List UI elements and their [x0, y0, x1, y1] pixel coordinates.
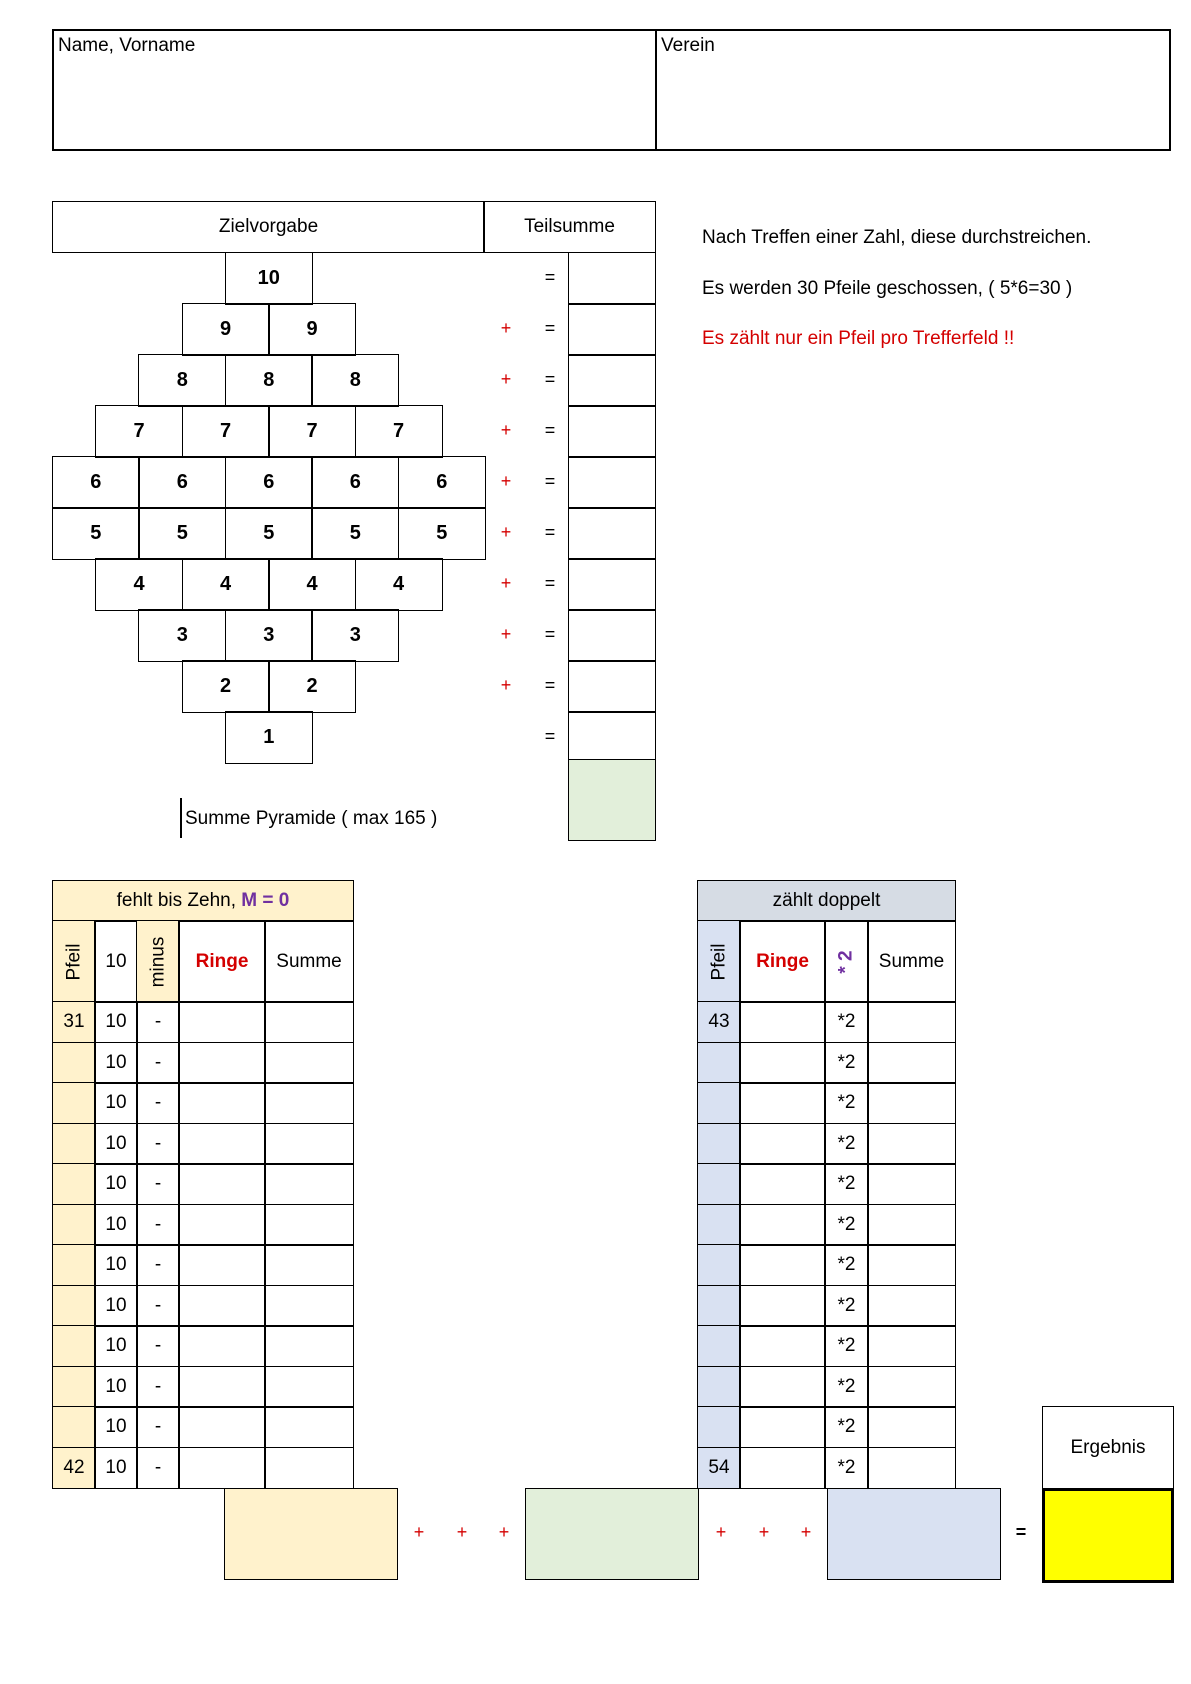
- ringe-input[interactable]: [739, 1244, 826, 1286]
- factor-value: *2: [824, 1325, 869, 1367]
- arrow-number: [52, 1366, 96, 1408]
- ringe-input[interactable]: [178, 1447, 266, 1489]
- arrow-number: [697, 1325, 741, 1367]
- pyramid-cell[interactable]: 7: [355, 405, 443, 458]
- minus-value: -: [136, 1123, 180, 1165]
- summe-input[interactable]: [264, 1325, 354, 1367]
- summe-input[interactable]: [867, 1285, 956, 1327]
- ringe-input[interactable]: [178, 1366, 266, 1408]
- ten-value: 10: [94, 1447, 138, 1489]
- pyramid-cell[interactable]: 7: [268, 405, 356, 458]
- ringe-input[interactable]: [178, 1001, 266, 1043]
- result-label: Ergebnis: [1042, 1406, 1174, 1490]
- summe-input[interactable]: [264, 1204, 354, 1246]
- summe-input[interactable]: [867, 1001, 956, 1043]
- ten-value: 10: [94, 1163, 138, 1205]
- arrow-number: [52, 1163, 96, 1205]
- ringe-input[interactable]: [739, 1406, 826, 1448]
- plus-sign-6: +: [800, 1522, 812, 1542]
- ringe-input[interactable]: [739, 1123, 826, 1165]
- result-field[interactable]: [1042, 1488, 1174, 1583]
- ringe-input[interactable]: [178, 1204, 266, 1246]
- row-plus-sign: +: [500, 471, 512, 491]
- factor-value: *2: [824, 1285, 869, 1327]
- arrow-number: 43: [697, 1001, 741, 1043]
- partial-sum-field[interactable]: [568, 507, 656, 560]
- ten-value: 10: [94, 1244, 138, 1286]
- ringe-input[interactable]: [739, 1325, 826, 1367]
- pyramid-cell[interactable]: 4: [355, 558, 443, 611]
- name-field[interactable]: [52, 29, 657, 151]
- ringe-input[interactable]: [739, 1082, 826, 1124]
- minus-value: -: [136, 1285, 180, 1327]
- ringe-input[interactable]: [178, 1244, 266, 1286]
- pyramid-cell[interactable]: 5: [311, 507, 399, 560]
- pyramid-sum-divider: [180, 798, 182, 838]
- pyramid-cell[interactable]: 8: [311, 354, 399, 407]
- right-table-title: zählt doppelt: [697, 880, 956, 922]
- partial-sum-field[interactable]: [568, 303, 656, 356]
- ringe-input[interactable]: [739, 1204, 826, 1246]
- left-title-text: fehlt bis Zehn,: [116, 890, 242, 911]
- minus-value: -: [136, 1325, 180, 1367]
- summe-input[interactable]: [264, 1163, 354, 1205]
- ringe-input[interactable]: [178, 1163, 266, 1205]
- ten-header: 10: [94, 920, 138, 1003]
- ringe-input[interactable]: [178, 1042, 266, 1084]
- equals-sign: =: [1015, 1522, 1027, 1542]
- factor-value: *2: [824, 1123, 869, 1165]
- pyramid-cell[interactable]: 6: [311, 456, 399, 509]
- arrow-number: [697, 1406, 741, 1448]
- summe-input[interactable]: [264, 1042, 354, 1084]
- left-total-field[interactable]: [224, 1488, 398, 1580]
- ten-value: 10: [94, 1001, 138, 1043]
- row-plus-sign: +: [500, 318, 512, 338]
- row-equals-sign: =: [544, 420, 556, 440]
- row-equals-sign: =: [544, 726, 556, 746]
- arrow-number: [697, 1366, 741, 1408]
- summe-input[interactable]: [867, 1447, 956, 1489]
- summe-input[interactable]: [264, 1285, 354, 1327]
- pyramid-cell[interactable]: 7: [95, 405, 183, 458]
- partial-sum-field[interactable]: [568, 456, 656, 509]
- pfeil-header: [697, 920, 741, 1003]
- factor-value: *2: [824, 1204, 869, 1246]
- ringe-input[interactable]: [739, 1163, 826, 1205]
- row-equals-sign: =: [544, 369, 556, 389]
- minus-value: -: [136, 1406, 180, 1448]
- partial-sum-field[interactable]: [568, 711, 656, 764]
- pyramid-cell[interactable]: 7: [182, 405, 270, 458]
- summe-input[interactable]: [867, 1163, 956, 1205]
- arrow-number: [52, 1244, 96, 1286]
- pyramid-sum-label: Summe Pyramide ( max 165 ): [185, 808, 438, 829]
- arrow-number: [52, 1123, 96, 1165]
- partial-sum-field[interactable]: [568, 558, 656, 611]
- factor-value: *2: [824, 1082, 869, 1124]
- arrow-number: [697, 1123, 741, 1165]
- club-label: Verein: [661, 35, 715, 56]
- ringe-input[interactable]: [178, 1123, 266, 1165]
- row-equals-sign: =: [544, 675, 556, 695]
- pyramid-cell[interactable]: 9: [268, 303, 356, 356]
- minus-value: -: [136, 1001, 180, 1043]
- arrow-number: [697, 1285, 741, 1327]
- factor-value: *2: [824, 1366, 869, 1408]
- minus-value: -: [136, 1244, 180, 1286]
- factor-value: *2: [824, 1244, 869, 1286]
- pyramid-cell[interactable]: 2: [268, 660, 356, 713]
- arrow-number: [697, 1163, 741, 1205]
- arrow-number: [697, 1042, 741, 1084]
- arrow-number: [52, 1204, 96, 1246]
- plus-sign-1: +: [413, 1522, 425, 1542]
- ringe-input[interactable]: [178, 1285, 266, 1327]
- factor-header-text: * 2: [835, 949, 857, 974]
- pyramid-cell[interactable]: 9: [182, 303, 270, 356]
- pfeil-header-text: Pfeil: [708, 943, 729, 980]
- pyramid-cell[interactable]: 8: [138, 354, 226, 407]
- pyramid-cell[interactable]: 1: [225, 711, 313, 764]
- row-plus-sign: +: [500, 675, 512, 695]
- pyramid-cell[interactable]: 4: [268, 558, 356, 611]
- summe-header: Summe: [867, 920, 956, 1003]
- minus-header: [136, 920, 180, 1003]
- factor-value: *2: [824, 1447, 869, 1489]
- row-equals-sign: =: [544, 318, 556, 338]
- summe-input[interactable]: [867, 1406, 956, 1448]
- pyramid-cell[interactable]: 5: [398, 507, 486, 560]
- ten-value: 10: [94, 1285, 138, 1327]
- factor-value: *2: [824, 1163, 869, 1205]
- pyramid-cell[interactable]: 3: [311, 609, 399, 662]
- ringe-input[interactable]: [739, 1001, 826, 1043]
- left-title-highlight: M = 0: [241, 890, 290, 911]
- ringe-input[interactable]: [178, 1406, 266, 1448]
- pyramid-cell[interactable]: 4: [95, 558, 183, 611]
- summe-header: Summe: [264, 920, 354, 1003]
- minus-value: -: [136, 1366, 180, 1408]
- minus-value: -: [136, 1163, 180, 1205]
- row-equals-sign: =: [544, 624, 556, 644]
- pyramid-cell[interactable]: 3: [225, 609, 313, 662]
- ten-value: 10: [94, 1366, 138, 1408]
- pyramid-sum-field[interactable]: [568, 759, 656, 841]
- ten-value: 10: [94, 1042, 138, 1084]
- summe-input[interactable]: [867, 1244, 956, 1286]
- factor-value: *2: [824, 1042, 869, 1084]
- ten-value: 10: [94, 1082, 138, 1124]
- partial-sum-header: Teilsumme: [483, 201, 656, 253]
- pyramid-cell[interactable]: 5: [138, 507, 226, 560]
- summe-input[interactable]: [264, 1244, 354, 1286]
- partial-sum-field[interactable]: [568, 609, 656, 662]
- ringe-header: Ringe: [739, 920, 826, 1003]
- summe-input[interactable]: [867, 1204, 956, 1246]
- arrow-number: [52, 1082, 96, 1124]
- ringe-header: Ringe: [178, 920, 266, 1003]
- ringe-input[interactable]: [739, 1042, 826, 1084]
- ringe-input[interactable]: [739, 1366, 826, 1408]
- summe-input[interactable]: [867, 1325, 956, 1367]
- left-table-title: [52, 880, 354, 922]
- instruction-line-1: Nach Treffen einer Zahl, diese durchstreichen.: [702, 227, 1092, 248]
- pyramid-cell[interactable]: 6: [138, 456, 226, 509]
- pyramid-cell[interactable]: 6: [398, 456, 486, 509]
- ringe-input[interactable]: [178, 1325, 266, 1367]
- arrow-number: [697, 1082, 741, 1124]
- minus-value: -: [136, 1447, 180, 1489]
- arrow-number: [697, 1244, 741, 1286]
- row-equals-sign: =: [544, 471, 556, 491]
- factor-value: *2: [824, 1001, 869, 1043]
- ringe-input[interactable]: [739, 1285, 826, 1327]
- row-equals-sign: =: [544, 267, 556, 287]
- pyramid-cell[interactable]: 6: [225, 456, 313, 509]
- plus-sign-2: +: [456, 1522, 468, 1542]
- summe-input[interactable]: [867, 1366, 956, 1408]
- arrow-number: 54: [697, 1447, 741, 1489]
- arrow-number: [52, 1285, 96, 1327]
- summe-input[interactable]: [867, 1042, 956, 1084]
- arrow-number: 31: [52, 1001, 96, 1043]
- partial-sum-field[interactable]: [568, 252, 656, 305]
- ringe-input[interactable]: [178, 1082, 266, 1124]
- plus-sign-3: +: [498, 1522, 510, 1542]
- factor-value: *2: [824, 1406, 869, 1448]
- pyramid-title: Zielvorgabe: [52, 201, 485, 253]
- ten-value: 10: [94, 1406, 138, 1448]
- arrow-number: [52, 1406, 96, 1448]
- arrow-number: [52, 1042, 96, 1084]
- summe-input[interactable]: [264, 1123, 354, 1165]
- summe-input[interactable]: [867, 1123, 956, 1165]
- plus-sign-4: +: [715, 1522, 727, 1542]
- arrow-number: [697, 1204, 741, 1246]
- right-total-field[interactable]: [827, 1488, 1001, 1580]
- pyramid-cell[interactable]: 3: [138, 609, 226, 662]
- factor-header: [824, 920, 869, 1003]
- plus-sign-5: +: [758, 1522, 770, 1542]
- summe-input[interactable]: [264, 1082, 354, 1124]
- minus-value: -: [136, 1204, 180, 1246]
- pyramid-cell[interactable]: 5: [225, 507, 313, 560]
- ten-value: 10: [94, 1325, 138, 1367]
- partial-sum-field[interactable]: [568, 354, 656, 407]
- club-field[interactable]: [655, 29, 1171, 151]
- pyramid-cell[interactable]: 2: [182, 660, 270, 713]
- summe-input[interactable]: [264, 1406, 354, 1448]
- row-plus-sign: +: [500, 420, 512, 440]
- ten-value: 10: [94, 1123, 138, 1165]
- row-plus-sign: +: [500, 369, 512, 389]
- pyramid-cell[interactable]: 10: [225, 252, 313, 305]
- row-equals-sign: =: [544, 573, 556, 593]
- pyramid-cell[interactable]: 4: [182, 558, 270, 611]
- row-plus-sign: +: [500, 624, 512, 644]
- ten-value: 10: [94, 1204, 138, 1246]
- ringe-input[interactable]: [739, 1447, 826, 1489]
- partial-sum-field[interactable]: [568, 660, 656, 713]
- summe-input[interactable]: [264, 1366, 354, 1408]
- arrow-number: 42: [52, 1447, 96, 1489]
- summe-input[interactable]: [264, 1447, 354, 1489]
- summe-input[interactable]: [867, 1082, 956, 1124]
- minus-value: -: [136, 1042, 180, 1084]
- name-label: Name, Vorname: [58, 35, 196, 56]
- summe-input[interactable]: [264, 1001, 354, 1043]
- pyramid-cell[interactable]: 6: [52, 456, 140, 509]
- row-plus-sign: +: [500, 522, 512, 542]
- instruction-line-2: Es werden 30 Pfeile geschossen, ( 5*6=30 ): [702, 278, 1073, 299]
- arrow-number: [52, 1325, 96, 1367]
- instruction-line-3: Es zählt nur ein Pfeil pro Trefferfeld !!: [702, 328, 1015, 349]
- minus-value: -: [136, 1082, 180, 1124]
- pyramid-cell[interactable]: 5: [52, 507, 140, 560]
- row-equals-sign: =: [544, 522, 556, 542]
- minus-header-text: minus: [147, 936, 168, 987]
- pfeil-header-text: Pfeil: [63, 943, 84, 980]
- pfeil-header: [52, 920, 96, 1003]
- partial-sum-field[interactable]: [568, 405, 656, 458]
- mid-total-field[interactable]: [525, 1488, 699, 1580]
- row-plus-sign: +: [500, 573, 512, 593]
- pyramid-cell[interactable]: 8: [225, 354, 313, 407]
